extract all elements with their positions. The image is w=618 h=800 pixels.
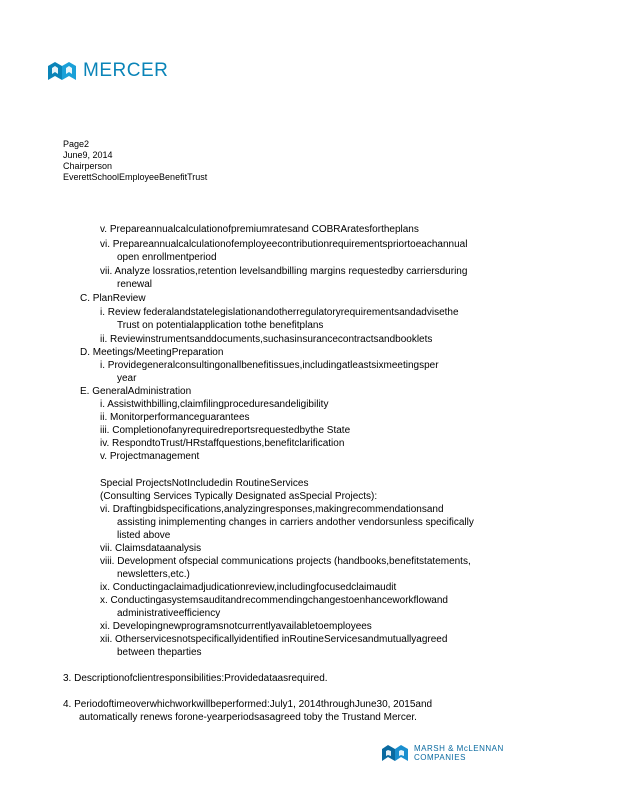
mmc-wordmark	[414, 744, 504, 762]
list-item: xii. Otherservicesnotspecificallyidentified inRoutineServicesandmutuallyagreed	[100, 634, 448, 645]
subsection-heading: Special ProjectsNotIncludedin RoutineServices	[100, 478, 309, 489]
list-item-continuation: between theparties	[117, 647, 202, 658]
page-number: Page2	[63, 139, 90, 149]
list-item-continuation: newsletters,etc.)	[117, 569, 190, 580]
list-item: i. Providegeneralconsultingonallbenefitissues,includingatleastsixmeetingsper	[100, 360, 439, 371]
list-item: iv. RespondtoTrust/HRstaffquestions,benefitclarification	[100, 438, 345, 449]
list-item-continuation: assisting inimplementing changes in carriers andother vendorsunless specifically	[117, 517, 474, 528]
list-item: v. Prepareannualcalculationofpremiumratesand COBRAratesfortheplans	[100, 224, 419, 235]
numbered-paragraph: 3. Descriptionofclientresponsibilities:Providedataasrequired.	[63, 673, 328, 684]
section-heading: D. Meetings/MeetingPreparation	[80, 347, 224, 358]
list-item-continuation: year	[117, 373, 137, 384]
mmc-wordmark-line1: MARSH & McLENNAN	[414, 744, 504, 753]
list-item: ii. Reviewinstrumentsanddocuments,suchasinsurancecontractsandbooklets	[100, 334, 433, 345]
list-item: ix. Conductingaclaimadjudicationreview,includingfocusedclaimaudit	[100, 582, 397, 593]
list-item: xi. Developingnewprogramsnotcurrentlyavailabletoemployees	[100, 621, 372, 632]
mmc-wordmark-line2: COMPANIES	[414, 753, 466, 762]
list-item-continuation: Trust on potentialapplication tothe benefitplans	[117, 320, 324, 331]
list-item: vii. Analyze lossratios,retention levelsandbilling margins requestedby carriersduring	[100, 266, 468, 277]
list-item-continuation: open enrollmentperiod	[117, 252, 217, 263]
subsection-subheading: (Consulting Services Typically Designated asSpecial Projects):	[100, 491, 378, 502]
numbered-paragraph: 4. Periodoftimeoverwhichworkwillbeperformed:July1, 2014throughJune30, 2015and	[63, 699, 433, 710]
mercer-mark-icon	[48, 62, 76, 80]
list-item: iii. Completionofanyrequiredreportsrequestedbythe State	[100, 425, 351, 436]
list-item-continuation: listed above	[117, 530, 171, 541]
recipient-title: Chairperson	[63, 161, 113, 171]
list-item: vii. Claimsdataanalysis	[100, 543, 202, 554]
section-heading: C. PlanReview	[80, 293, 146, 304]
list-item: ii. Monitorperformanceguarantees	[100, 412, 250, 423]
section-heading: E. GeneralAdministration	[80, 386, 192, 397]
mmc-footer-logo	[382, 744, 504, 762]
list-item: i. Review federalandstatelegislationandotherregulatoryrequirementsandadvisethe	[100, 307, 459, 318]
list-item: x. Conductingasystemsauditandrecommendingchangestoenhanceworkflowand	[100, 595, 448, 606]
mercer-logo	[48, 60, 168, 82]
list-item: vi. Draftingbidspecifications,analyzingresponses,makingrecommendationsand	[100, 504, 444, 515]
list-item: viii. Development ofspecial communications projects (handbooks,benefitstatements,	[100, 556, 471, 567]
numbered-paragraph-continuation: automatically renews forone-yearperiodsasagreed toby the Trustand Mercer.	[79, 712, 417, 723]
list-item: i. Assistwithbilling,claimfilingproceduresandeligibility	[100, 399, 329, 410]
list-item: vi. Prepareannualcalculationofemployeecontributionrequirementspriortoeachannual	[100, 239, 468, 250]
list-item-continuation: administrativeefficiency	[117, 608, 221, 619]
letter-date: June9, 2014	[63, 150, 113, 160]
list-item: v. Projectmanagement	[100, 451, 200, 462]
mmc-mark-icon	[382, 745, 408, 761]
mercer-wordmark: MERCER	[83, 60, 169, 81]
list-item-continuation: renewal	[117, 279, 153, 290]
letter-header	[63, 139, 207, 183]
recipient-organization: EverettSchoolEmployeeBenefitTrust	[63, 172, 208, 182]
